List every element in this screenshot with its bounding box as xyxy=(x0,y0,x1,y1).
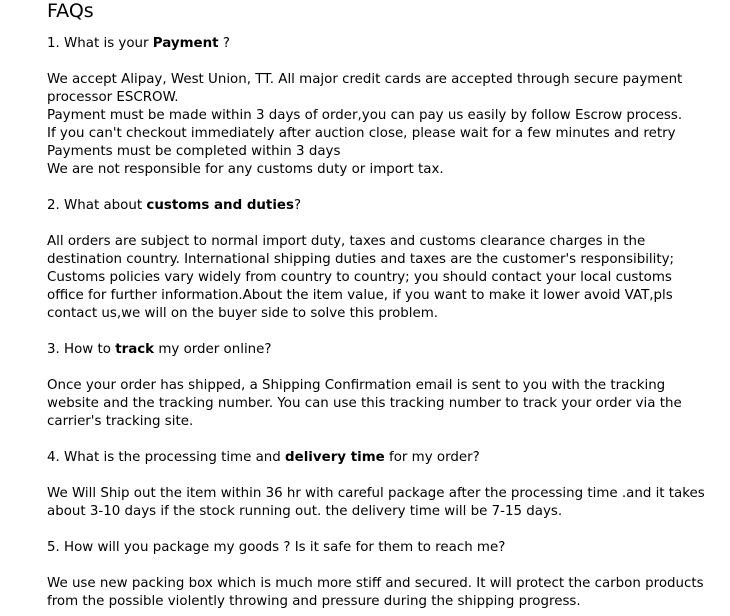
faq-answer: Once your order has shipped, a Shipping Confirmation email is sent to you with the tracking website and the tracking number. You can use this tracking number to track your order via the carrier's tracking site. xyxy=(47,378,682,429)
faq-item-delivery xyxy=(47,449,707,521)
faq-answer: We accept Alipay, West Union, TT. All major credit cards are accepted through secure payment processor ESCROW. Payment must be made within 3 days of order,you can pay us easily by follow Escrow process. If you can't checkout immediately after auction close, please wait for a few minutes and retry Payments must be completed within 3 days We are not responsible for any customs duty or import tax. xyxy=(47,72,683,177)
faq-question: 4. What is the processing time and delivery time for my order? xyxy=(47,450,480,465)
faq-question: 2. What about customs and duties? xyxy=(47,198,302,213)
faq-question: 1. What is your Payment ? xyxy=(47,36,230,51)
faq-item-payment xyxy=(47,35,707,179)
faq-answer: We Will Ship out the item within 36 hr with careful package after the processing time .and it takes about 3-10 days if the stock running out. the delivery time will be 7-15 days. xyxy=(47,486,705,519)
faq-item-tracking xyxy=(47,341,707,431)
faq-answer: All orders are subject to normal import duty, taxes and customs clearance charges in the destination country. International shipping duties and taxes are the customer's responsibility; Customs policies vary widely from country to country; you should contact your local customs office for further information.About the item value, if you want to make it lower avoid VAT,pls contact us,we will on the buyer side to solve this problem. xyxy=(47,234,675,321)
faq-item-packaging xyxy=(47,539,707,611)
faq-question: 3. How to track my order online? xyxy=(47,342,272,357)
faq-question: 5. How will you package my goods ? Is it safe for them to reach me? xyxy=(47,540,506,555)
faq-item-customs xyxy=(47,197,707,323)
page-title: FAQs xyxy=(47,0,94,22)
faq-answer: We use new packing box which is much more stiff and secured. It will protect the carbon products from the possible violently throwing and pressure during the shipping progress. xyxy=(47,576,704,609)
